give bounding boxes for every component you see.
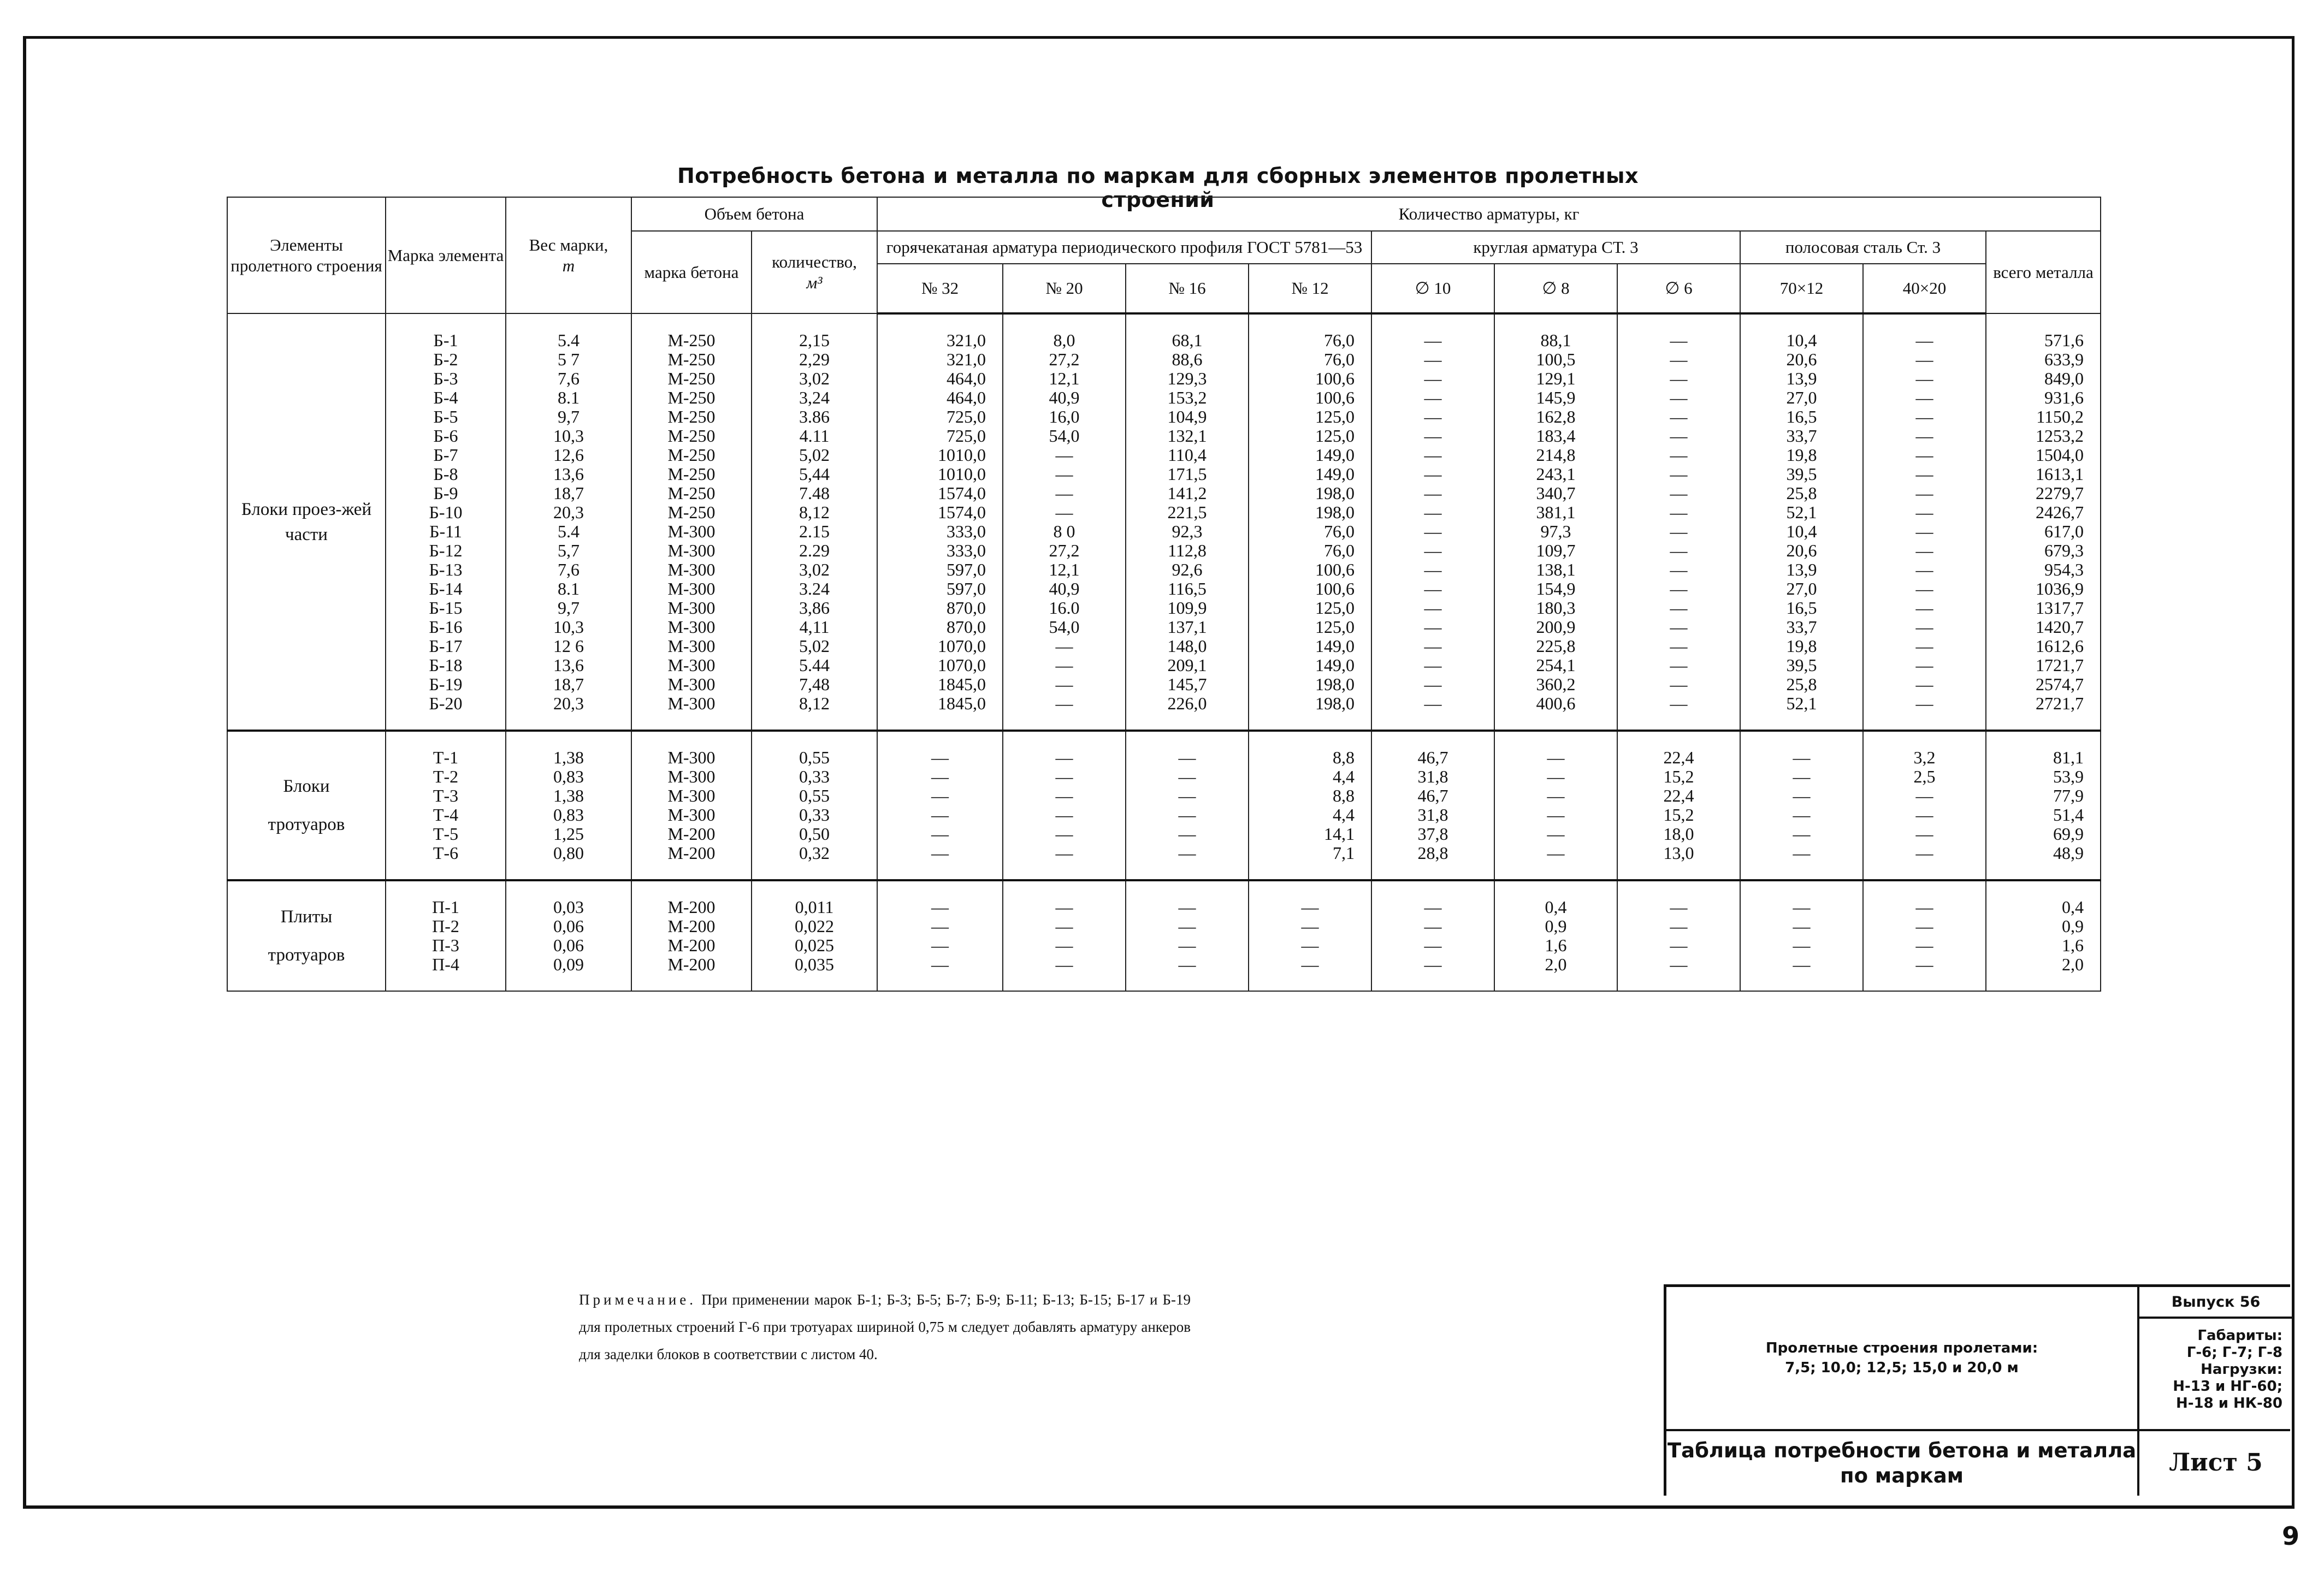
qty-list: 0,011 0,022 0,025 0,035 — [752, 880, 877, 991]
materials-table — [227, 197, 2101, 992]
header-d10: ∅ 10 — [1371, 264, 1494, 313]
header-elements: Элементы пролетного строения — [227, 197, 386, 313]
d6-list: — — — — — — — — — — — — — — — — — — — — — [1617, 313, 1740, 731]
sheet-title-line-2: по маркам — [1840, 1464, 1964, 1487]
qty-list: 2,15 2,29 3,02 3,24 3.86 4.11 5,02 5,44 7.48 8,12 2.15 2.29 3,02 3.24 3,86 4,11 5,02 5.44 7,48 8,12 — [752, 313, 877, 731]
footnote — [579, 1286, 1191, 1368]
loads-label: Нагрузки: — [2201, 1361, 2282, 1378]
gabarity-label: Габариты: — [2197, 1327, 2282, 1344]
header-s40x20: 40×20 — [1863, 264, 1986, 313]
header-hot-rolled: горячекатаная арматура периодического профиля ГОСТ 5781—53 — [877, 231, 1371, 264]
n32-list: — — — — — [877, 880, 1003, 991]
header-concrete-qty-label: количество, — [772, 252, 857, 271]
table-row — [227, 880, 2101, 991]
header-concrete-volume: Объем бетона — [631, 197, 877, 231]
d8-list: 88,1 100,5 129,1 145,9 162,8 183,4 214,8 243,1 340,7 381,1 97,3 109,7 138,1 154,9 180,3 200,9 225,8 254,1 360,2 400,6 — [1494, 313, 1617, 731]
table-row — [227, 313, 2101, 731]
header-strip: полосовая сталь Ст. 3 — [1740, 231, 1986, 264]
grade-list: М-200 М-200 М-200 М-200 — [631, 880, 752, 991]
n20-list: 8,0 27,2 12,1 40,9 16,0 54,0 — — — — 8 0 27,2 12,1 40,9 16.0 54,0 — — — — — [1003, 313, 1126, 731]
s70-list: — — — — — [1740, 880, 1863, 991]
d8-list: 0,4 0,9 1,6 2,0 — [1494, 880, 1617, 991]
loads-values-1: Н-13 и НГ-60; — [2173, 1378, 2282, 1395]
mark-list: Т-1 Т-2 Т-3 Т-4 Т-5 Т-6 — [386, 731, 506, 880]
table-title: Потребность бетона и металла по маркам для сборных элементов пролетных строений — [677, 164, 1639, 212]
header-concrete-grade: марка бетона — [631, 231, 752, 313]
header-d8: ∅ 8 — [1494, 264, 1617, 313]
header-round: круглая арматура СТ. 3 — [1371, 231, 1740, 264]
mark-list: П-1 П-2 П-3 П-4 — [386, 880, 506, 991]
total-list: 0,4 0,9 1,6 2,0 — [1986, 880, 2101, 991]
d8-list: — — — — — — — [1494, 731, 1617, 880]
s40-list: — — — — — — — — — — — — — — — — — — — — — [1863, 313, 1986, 731]
header-rebar-qty: Количество арматуры, кг — [877, 197, 2101, 231]
weight-list: 0,03 0,06 0,06 0,09 — [506, 880, 631, 991]
total-list: 81,1 53,9 77,9 51,4 69,9 48,9 — [1986, 731, 2101, 880]
n16-list: — — — — — — — [1126, 731, 1249, 880]
group-name: Блоки тротуаров — [227, 731, 386, 880]
n16-list: 68,1 88,6 129,3 153,2 104,9 132,1 110,4 171,5 141,2 221,5 92,3 112,8 92,6 116,5 109,9 137,1 148,0 209,1 145,7 226,0 — [1126, 313, 1249, 731]
sheet-number: Лист 5 — [2169, 1448, 2263, 1477]
sheet-title — [1666, 1431, 2137, 1496]
s40-list: 3,2 2,5 — — — — — [1863, 731, 1986, 880]
d10-list: — — — — — [1371, 880, 1494, 991]
spans-label: Пролетные строения пролетами: — [1765, 1340, 2038, 1356]
header-s70x12: 70×12 — [1740, 264, 1863, 313]
weight-list: 5.4 5 7 7,6 8.1 9,7 10,3 12,6 13,6 18,7 20,3 5.4 5,7 7,6 8.1 9,7 10,3 12 6 13,6 18,7 20,3 — [506, 313, 631, 731]
table-header — [227, 197, 2101, 313]
grade-list: М-250 М-250 М-250 М-250 М-250 М-250 М-250 М-250 М-250 М-250 М-300 М-300 М-300 М-300 М-300 М-300 М-300 М-300 М-300 М-300 — [631, 313, 752, 731]
header-concrete-qty — [752, 231, 877, 313]
total-list: 571,6 633,9 849,0 931,6 1150,2 1253,2 1504,0 1613,1 2279,7 2426,7 617,0 679,3 954,3 1036,9 1317,7 1420,7 1612,6 1721,7 2574,7 2721,7 — [1986, 313, 2101, 731]
n20-list: — — — — — [1003, 880, 1126, 991]
d10-list: — — — — — — — — — — — — — — — — — — — — — [1371, 313, 1494, 731]
header-weight-label: Вес марки, — [529, 235, 608, 254]
n12-list: 76,0 76,0 100,6 100,6 125,0 125,0 149,0 149,0 198,0 198,0 76,0 76,0 100,6 100,6 125,0 125,0 149,0 149,0 198,0 198,0 — [1249, 313, 1371, 731]
header-concrete-qty-unit: м³ — [806, 272, 823, 292]
header-n16: № 16 — [1126, 264, 1249, 313]
header-n32: № 32 — [877, 264, 1003, 313]
loads-values-2: Н-18 и НК-80 — [2175, 1395, 2282, 1412]
page-number: 9 — [2282, 1521, 2300, 1551]
s70-list: 10,4 20,6 13,9 27,0 16,5 33,7 19,8 39,5 25,8 52,1 10,4 20,6 13,9 27,0 16,5 33,7 19,8 39,5 25,8 52,1 — [1740, 313, 1863, 731]
d6-list: — — — — — [1617, 880, 1740, 991]
issue-number: Выпуск 56 — [2139, 1287, 2292, 1319]
group-sidewalk-slabs — [227, 880, 2101, 991]
n32-list: — — — — — — — [877, 731, 1003, 880]
n12-list: 8,8 4,4 8,8 4,4 14,1 7,1 — [1249, 731, 1371, 880]
header-mark: Марка элемента — [386, 197, 506, 313]
d10-list: 46,7 31,8 46,7 31,8 37,8 28,8 — [1371, 731, 1494, 880]
sheet-title-line-1: Таблица потребности бетона и металла — [1667, 1439, 2137, 1462]
header-weight-unit: т — [562, 256, 575, 275]
title-block — [1664, 1284, 2290, 1496]
project-description — [1666, 1287, 2137, 1429]
mark-list: Б-1 Б-2 Б-3 Б-4 Б-5 Б-6 Б-7 Б-8 Б-9 Б-10 Б-11 Б-12 Б-13 Б-14 Б-15 Б-16 Б-17 Б-18 Б-19 Б-20 — [386, 313, 506, 731]
header-n20: № 20 — [1003, 264, 1126, 313]
weight-list: 1,38 0,83 1,38 0,83 1,25 0,80 — [506, 731, 631, 880]
group-sidewalk-blocks — [227, 731, 2101, 880]
grade-list: М-300 М-300 М-300 М-300 М-200 М-200 — [631, 731, 752, 880]
header-d6: ∅ 6 — [1617, 264, 1740, 313]
n32-list: 321,0 321,0 464,0 464,0 725,0 725,0 1010,0 1010,0 1574,0 1574,0 333,0 333,0 597,0 597,0 870,0 870,0 1070,0 1070,0 1845,0 1845,0 — [877, 313, 1003, 731]
s40-list: — — — — — [1863, 880, 1986, 991]
n16-list: — — — — — [1126, 880, 1249, 991]
table-row — [227, 731, 2101, 880]
gabarity-values: Г-6; Г-7; Г-8 — [2186, 1344, 2282, 1361]
footnote-text: При применении марок Б-1; Б-3; Б-5; Б-7; Б-9; Б-11; Б-13; Б-15; Б-17 и Б-19 для пролетных строений Г-6 при тротуарах шириной 0,75 м следует добавлять арматуру анкеров для заделки блоков в соответствии с листом 40. — [579, 1291, 1191, 1362]
title-block-right — [2137, 1287, 2292, 1496]
footnote-label: Примечание. — [579, 1291, 697, 1308]
d6-list: 22,4 15,2 22,4 15,2 18,0 13,0 — [1617, 731, 1740, 880]
header-n12: № 12 — [1249, 264, 1371, 313]
qty-list: 0,55 0,33 0,55 0,33 0,50 0,32 — [752, 731, 877, 880]
group-deck-blocks — [227, 313, 2101, 731]
header-weight — [506, 197, 631, 313]
spans-values: 7,5; 10,0; 12,5; 15,0 и 20,0 м — [1785, 1360, 2019, 1376]
n20-list: — — — — — — — [1003, 731, 1126, 880]
n12-list: — — — — — [1249, 880, 1371, 991]
design-parameters — [2139, 1319, 2292, 1429]
header-total: всего металла — [1986, 231, 2101, 313]
s70-list: — — — — — — — [1740, 731, 1863, 880]
group-name: Плиты тротуаров — [227, 880, 386, 991]
group-name: Блоки проез-жей части — [227, 313, 386, 731]
